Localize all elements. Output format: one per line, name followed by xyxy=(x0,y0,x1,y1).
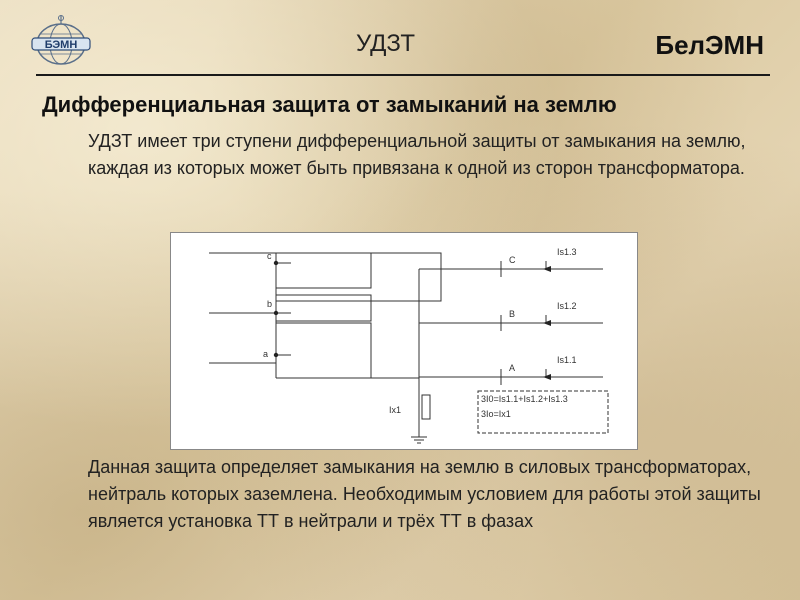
company-logo xyxy=(30,14,92,66)
winding-label-a: a xyxy=(263,349,269,359)
neutral-current-label: Ix1 xyxy=(389,405,402,415)
formula-neutral: 3Io=Ix1 xyxy=(481,409,511,419)
brand-name: БелЭМН xyxy=(655,30,764,60)
winding-label-b: b xyxy=(267,299,273,309)
phase-label-c: C xyxy=(509,255,516,265)
current-label-is12: Is1.2 xyxy=(557,301,577,311)
header-divider xyxy=(36,74,770,76)
current-label-is13: Is1.3 xyxy=(557,247,577,257)
current-label-is11: Is1.1 xyxy=(557,355,577,365)
header-title: УДЗТ xyxy=(356,30,416,57)
logo-text: БЭМН xyxy=(44,39,78,51)
description-paragraph: Данная защита определяет замыкания на землю в силовых трансформаторах, нейтраль которых заземлена. Необходимым условием для работы этой защиты является установка ТТ в нейтрали и трёх ТТ в фазах xyxy=(88,457,761,531)
section-title: Дифференциальная защита от замыканий на землю xyxy=(42,92,617,117)
phase-label-a: A xyxy=(509,363,516,373)
circuit-diagram-svg xyxy=(171,233,637,449)
intro-paragraph: УДЗТ имеет три ступени дифференциальной защиты от замыкания на землю, каждая из которых может быть привязана к одной из сторон трансформатора. xyxy=(88,131,746,178)
phase-label-b: B xyxy=(509,309,516,319)
globe-logo-icon xyxy=(30,14,92,66)
winding-label-c: c xyxy=(267,251,272,261)
circuit-diagram xyxy=(170,232,638,450)
formula-sum: 3I0=Is1.1+Is1.2+Is1.3 xyxy=(481,394,568,404)
